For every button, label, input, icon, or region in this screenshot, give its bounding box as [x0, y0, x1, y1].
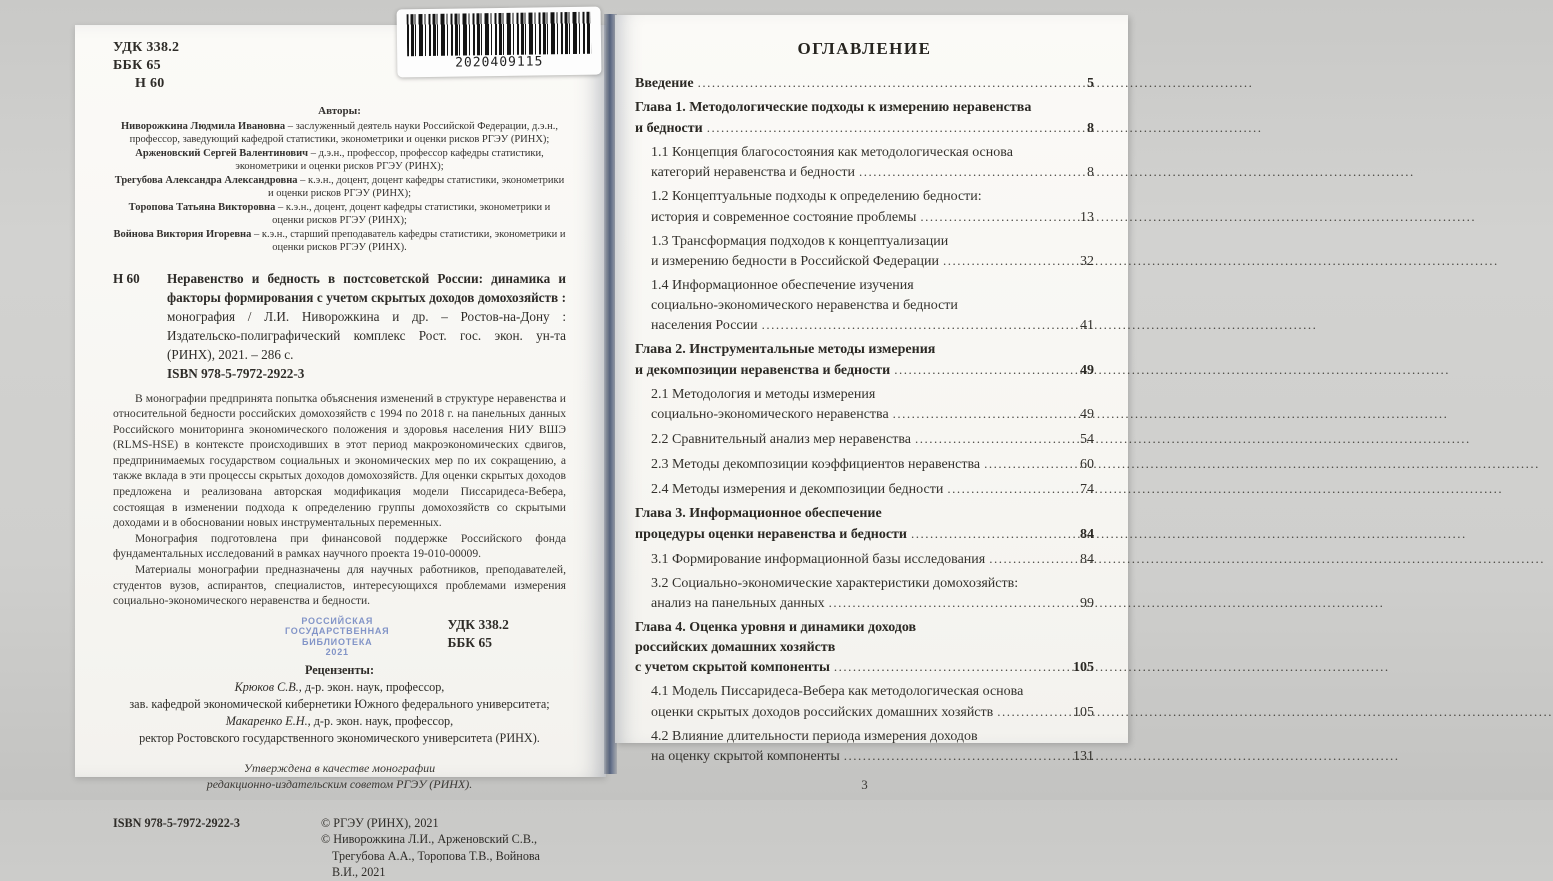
toc-entry-line: Глава 4. Оценка уровня и динамики доходов: [635, 620, 917, 635]
toc-entry-lastline: [635, 73, 1094, 94]
author-name: Торопова Татьяна Викторовна: [128, 201, 276, 213]
toc-dot-leader: [997, 702, 1070, 723]
annotation-paragraph: Монография подготовлена при финансовой поддержке Российского фонда фундаментальных исследований в рамках научного проекта 19-010-00009.: [113, 531, 566, 561]
approval-note: [113, 760, 566, 793]
toc-entry: [635, 682, 1094, 722]
author-entry: [113, 120, 566, 147]
toc-page-number: 99: [1080, 596, 1094, 611]
toc-entry: [635, 232, 1094, 272]
toc-dot-leader: [707, 118, 1084, 139]
toc-dot-leader: [834, 657, 1070, 678]
toc-entry-text: и бедности: [635, 120, 703, 136]
toc-entry: [635, 429, 1094, 450]
toc-entry-line: Глава 1. Методологические подходы к измерению неравенства: [635, 100, 1032, 115]
toc-entry-line: 1.3 Трансформация подходов к концептуализации: [651, 233, 949, 249]
toc-dot-leader: [989, 549, 1077, 570]
toc-entry-line: 1.4 Информационное обеспечение изучения: [651, 278, 914, 293]
toc-page-number: 13: [1080, 209, 1094, 225]
page-number-footer: 3: [861, 777, 868, 792]
copyright-line: © Ниворожкина Л.И., Арженовский С.В.,: [321, 832, 538, 847]
toc-entry-lastline: [651, 479, 1094, 500]
toc-page-number: 105: [1073, 660, 1094, 675]
bib-title: Неравенство и бедность в постсоветской России: динамика и факторы формирования с учетом скрытых доходов домохозяйств :: [167, 270, 566, 305]
reviewer-name: Крюков С.В.,: [234, 679, 302, 694]
toc-entry: [635, 479, 1094, 500]
toc-page-number: 60: [1080, 457, 1094, 472]
toc-entry: [635, 504, 1094, 544]
reviewer-line: [113, 679, 566, 696]
authors-list: [113, 120, 566, 255]
toc-entry-lastline: [651, 593, 1094, 614]
toc-list: [635, 71, 1094, 771]
toc-entry-text: социально-экономического неравенства: [651, 407, 889, 422]
toc-entry-text: на оценку скрытой компоненты: [651, 749, 840, 764]
toc-page-number: 32: [1080, 254, 1094, 269]
author-info: – заслуженный деятель науки Российской Федерации, д.э.н., профессор, заведующий кафедрой статистики, эконометрики и оценки рисков РГЭУ (РИНХ);: [129, 120, 559, 145]
toc-entry-text: и декомпозиции неравенства и бедности: [635, 362, 891, 378]
toc-entry-line: Глава 3. Информационное обеспечение: [635, 506, 882, 521]
toc-page-number: 5: [1087, 76, 1094, 91]
author-name: Трегубова Александра Александровна: [114, 174, 298, 186]
toc-entry: [635, 143, 1094, 183]
toc-entry: [635, 73, 1094, 94]
reviewers-heading: Рецензенты:: [304, 662, 375, 677]
copyright-block: [303, 815, 566, 881]
toc-page-number: 41: [1080, 318, 1094, 333]
author-name: Ниворожкина Людмила Ивановна: [120, 120, 286, 132]
toc-entry: [635, 276, 1094, 336]
annotation-block: [113, 391, 566, 609]
barcode-sticker: [397, 7, 602, 78]
toc-dot-leader: [920, 207, 1077, 228]
author-entry: [113, 201, 566, 228]
toc-entry-line: 1.2 Концептуальные подходы к определению бедности:: [651, 189, 982, 204]
toc-page-number: 8: [1087, 165, 1094, 180]
toc-entry-lastline: [651, 702, 1094, 723]
toc-page-number: 131: [1073, 749, 1094, 764]
toc-entry-text: 2.2 Сравнительный анализ мер неравенства: [651, 432, 911, 447]
toc-entry: [635, 340, 1094, 380]
approval-line: редакционно-издательским советом РГЭУ (РИНХ).: [206, 777, 473, 792]
authors-heading: Авторы:: [318, 105, 361, 117]
stamp-row: [113, 616, 566, 658]
toc-dot-leader: [947, 479, 1077, 500]
reviewer-name: Макаренко Е.Н.,: [225, 713, 311, 728]
toc-entry-lastline: [651, 207, 1094, 228]
toc-entry-line: социально-экономического неравенства и бедности: [651, 297, 958, 313]
author-info: – к.э.н., доцент, доцент кафедры статистики, эконометрики и оценки рисков РГЭУ (РИНХ);: [272, 201, 551, 226]
library-stamp-line: 2021: [325, 647, 349, 658]
toc-entry-lastline: [651, 315, 1094, 336]
toc-entry-text: процедуры оценки неравенства и бедности: [635, 526, 908, 542]
library-stamp: [285, 616, 389, 658]
reviewer-info: ректор Ростовского государственного экономического университета (РИНХ).: [139, 730, 540, 745]
toc-entry-text: 2.3 Методы декомпозиции коэффициентов неравенства: [651, 457, 981, 472]
udk-label-2: УДК 338.2: [447, 616, 509, 632]
toc-entry-lastline: [651, 454, 1094, 475]
bib-isbn: ISBN 978-5-7972-2922-3: [167, 365, 305, 381]
toc-page-number: 74: [1080, 482, 1094, 497]
bbk-label: ББК 65: [113, 58, 161, 73]
toc-page-number: 84: [1080, 551, 1094, 567]
author-entry: [113, 174, 566, 201]
toc-entry-lastline: [635, 657, 1094, 678]
toc-entry: [635, 385, 1094, 425]
toc-entry: [635, 574, 1094, 614]
toc-entry-line: 3.2 Социально-экономические характеристики домохозяйств:: [651, 575, 1019, 591]
reviewer-info: д-р. экон. наук, профессор,: [310, 713, 454, 728]
toc-dot-leader: [943, 251, 1077, 272]
toc-entry-lastline: [651, 746, 1094, 767]
toc-entry-line: 2.1 Методология и методы измерения: [651, 386, 876, 402]
toc-entry-lastline: [651, 251, 1094, 272]
toc-page-number: 8: [1087, 120, 1094, 136]
reviewer-line: [113, 713, 566, 730]
toc-entry-lastline: [651, 429, 1094, 450]
toc-entry-lastline: [651, 404, 1094, 425]
library-stamp-line: БИБЛИОТЕКА: [301, 636, 373, 647]
toc-entry-lastline: [651, 549, 1094, 570]
toc-dot-leader: [859, 162, 1084, 183]
toc-entry-line: 1.1 Концепция благосостояния как методологическая основа: [651, 144, 1013, 160]
library-stamp-line: РОССИЙСКАЯ: [301, 615, 374, 626]
toc-entry: [635, 727, 1094, 767]
copyright-page: [75, 25, 606, 880]
toc-entry-lastline: [635, 524, 1094, 545]
reviewer-line: [113, 730, 566, 747]
toc-entry: [635, 98, 1094, 138]
bib-description: [167, 269, 566, 383]
author-entry: [113, 228, 566, 255]
author-info: – к.э.н., старший преподаватель кафедры статистики, эконометрики и оценки рисков РГЭУ (РИНХ).: [251, 228, 566, 253]
reviewers-block: [113, 662, 566, 747]
author-entry: [113, 147, 566, 174]
toc-entry-text: и измерению бедности в Российской Федерации: [651, 254, 940, 269]
toc-entry-line: российских домашних хозяйств: [635, 639, 836, 655]
toc-entry-text: 2.4 Методы измерения и декомпозиции бедности: [651, 482, 944, 497]
toc-page-number: 49: [1080, 407, 1094, 422]
toc-page: [615, 15, 1128, 792]
toc-dot-leader: [915, 429, 1077, 450]
toc-entry-lastline: [635, 118, 1094, 139]
toc-entry-text: Введение: [635, 76, 694, 91]
toc-entry-text: 3.1 Формирование информационной базы исследования: [651, 551, 986, 567]
toc-dot-leader: [829, 593, 1077, 614]
toc-dot-leader: [894, 360, 1077, 381]
toc-dot-leader: [911, 524, 1077, 545]
barcode-number: 2020409115: [455, 54, 544, 71]
footer-isbn: ISBN 978-5-7972-2922-3: [113, 815, 240, 830]
toc-entry: [635, 618, 1094, 678]
bibliographic-entry: [113, 269, 566, 383]
imprint-footer: [113, 815, 566, 881]
copyright-line: Трегубова А.А., Торопова Т.В., Войнова В.И., 2021: [332, 848, 540, 880]
author-name: Войнова Виктория Игоревна: [113, 228, 252, 240]
toc-dot-leader: [698, 73, 1084, 94]
author-name: Арженовский Сергей Валентинович: [135, 147, 309, 159]
author-info: – к.э.н., доцент, доцент кафедры статистики, эконометрики и оценки рисков РГЭУ (РИНХ);: [267, 174, 565, 199]
barcode-icon: [407, 12, 592, 57]
toc-entry-text: населения России: [651, 318, 758, 333]
classification-code: Н 60: [135, 76, 165, 91]
toc-entry-text: категорий неравенства и бедности: [651, 165, 856, 180]
toc-dot-leader: [844, 746, 1070, 767]
toc-dot-leader: [984, 454, 1077, 475]
toc-entry-line: Глава 2. Инструментальные методы измерения: [635, 342, 936, 357]
toc-dot-leader: [762, 315, 1077, 336]
toc-page-number: 84: [1080, 526, 1094, 542]
authors-block: [113, 105, 566, 255]
bib-code: Н 60: [113, 270, 140, 286]
toc-entry-lastline: [635, 360, 1094, 381]
bib-imprint: монография / Л.И. Ниворожкина и др. – Ростов-на-Дону : Издательско-полиграфический комплекс Рост. гос. экон. ун-та (РИНХ), 2021. – 286 с.: [167, 308, 566, 362]
approval-line: Утверждена в качестве монографии: [243, 760, 436, 775]
toc-entry: [635, 454, 1094, 475]
toc-page-number: 54: [1080, 432, 1094, 447]
toc-entry-line: 4.2 Влияние длительности периода измерения доходов: [651, 728, 978, 744]
toc-title: ОГЛАВЛЕНИЕ: [797, 39, 932, 58]
annotation-paragraph: В монографии предпринята попытка объяснения изменений в структуре неравенства и относительной бедности российских домохозяйств с 1994 по 2018 г. на панельных данных Российского мониторинга экономического положения и здоровья населения НИУ ВШЭ (RLMS-HSE) в контексте происходивших в этот период макроэкономических сдвигов, предпринимаемых государством социальных и экономических мер по их сокращению, а также вклада в эти процессы скрытых доходов домохозяйств. Для оценки скрытых доходов предложена и реализована авторская модификация модели Писсаридеса-Вебера, состоящая в изменении подхода к определению группы домохозяйств со скрытыми доходами и в обосновании новых инструментальных переменных.: [113, 391, 566, 530]
toc-entry: [635, 549, 1094, 570]
bbk-label-2: ББК 65: [447, 634, 492, 650]
toc-entry-text: с учетом скрытой компоненты: [635, 660, 830, 675]
toc-dot-leader: [893, 404, 1077, 425]
toc-entry-line: 4.1 Модель Писсаридеса-Вебера как методологическая основа: [651, 684, 1024, 699]
annotation-paragraph: Материалы монографии предназначены для научных работников, преподавателей, студентов вузов, аспирантов, специалистов, интересующихся проблемами измерения социально-экономического неравенства и бедности.: [113, 563, 566, 608]
reviewer-info: д-р. экон. наук, профессор,: [301, 679, 445, 694]
copyright-line: © РГЭУ (РИНХ), 2021: [321, 815, 439, 830]
author-info: – д.э.н., профессор, профессор кафедры статистики, эконометрики и оценки рисков РГЭУ (РИНХ);: [235, 147, 544, 172]
toc-page-number: 49: [1080, 362, 1094, 378]
toc-entry-text: анализ на панельных данных: [651, 596, 825, 611]
reviewers-list: [113, 679, 566, 747]
toc-entry-text: история и современное состояние проблемы: [651, 209, 917, 225]
library-stamp-line: ГОСУДАРСТВЕННАЯ: [285, 626, 390, 637]
toc-entry-text: оценки скрытых доходов российских домашних хозяйств: [651, 704, 994, 720]
toc-entry: [635, 187, 1094, 227]
udk-label: УДК 338.2: [113, 40, 180, 55]
toc-entry-lastline: [651, 162, 1094, 183]
reviewer-info: зав. кафедрой экономической кибернетики Южного федерального университета;: [129, 696, 550, 711]
toc-page-number: 105: [1073, 704, 1094, 720]
reviewer-line: [113, 696, 566, 713]
stamp-side-classification: [447, 616, 508, 652]
